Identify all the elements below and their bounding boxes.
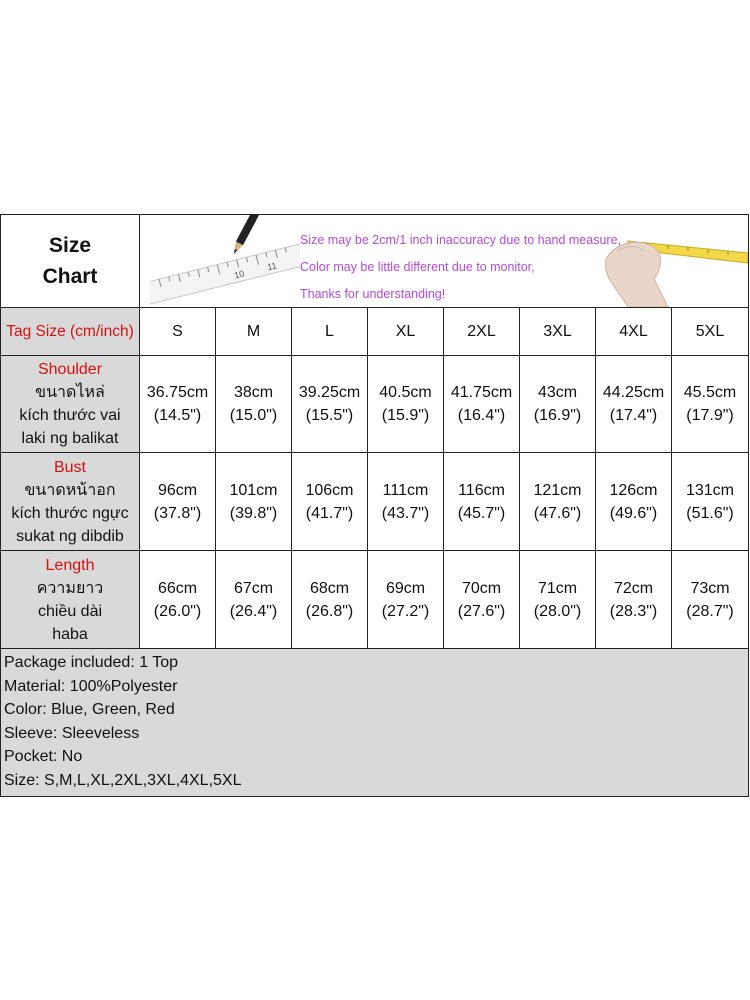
value-cell: [672, 356, 749, 453]
value-cell: [140, 551, 216, 649]
value-inch: (45.7"): [457, 504, 506, 522]
value-cell: [520, 551, 596, 649]
value-inch: (15.0"): [229, 407, 278, 424]
translation-vietnamese: chiều dài: [37, 602, 103, 620]
value-cm: 131cm: [685, 481, 735, 499]
header-row: [1, 215, 749, 308]
translation-filipino: laki ng balikat: [21, 430, 119, 447]
hand-measuring-tape-icon: [598, 219, 748, 307]
measurement-label-cell: [1, 453, 140, 551]
product-info: [1, 649, 749, 797]
value-cell: [672, 453, 749, 551]
value-cell: [292, 551, 368, 649]
value-inch: (49.6"): [609, 504, 658, 522]
size-header: XL: [368, 308, 444, 356]
size-chart-table: [0, 214, 749, 797]
title-line-1: Size: [48, 234, 92, 257]
note-line: Color may be little different due to monitor,: [300, 260, 535, 274]
ruler-number: 11: [266, 260, 278, 273]
size-header: L: [292, 308, 368, 356]
pencil-ruler-icon: [150, 215, 300, 307]
value-cm: 71cm: [537, 579, 578, 597]
value-cm: 38cm: [233, 384, 274, 401]
translation-filipino: haba: [52, 625, 88, 643]
package-info: Package included: 1 Top: [4, 654, 179, 671]
value-inch: (47.6"): [533, 504, 582, 522]
value-inch: (26.8"): [305, 602, 354, 620]
value-cell: [368, 551, 444, 649]
measurement-name: Shoulder: [37, 361, 103, 378]
disclaimer-notes: [300, 227, 621, 308]
value-cm: 96cm: [157, 481, 198, 499]
size-header: 4XL: [596, 308, 672, 356]
size-header: S: [140, 308, 216, 356]
value-cm: 39.25cm: [298, 384, 361, 401]
value-inch: (28.7"): [686, 602, 734, 620]
value-inch: (27.2"): [381, 602, 430, 620]
value-cell: [444, 356, 520, 453]
value-inch: (39.8"): [229, 504, 278, 522]
value-cm: 66cm: [157, 579, 198, 597]
value-cell: [596, 453, 672, 551]
note-line: Thanks for understanding!: [300, 287, 446, 301]
note-line: Size may be 2cm/1 inch inaccuracy due to hand measure,: [300, 233, 622, 247]
value-cm: 44.25cm: [602, 384, 665, 401]
value-cell: [596, 356, 672, 453]
size-header: M: [216, 308, 292, 356]
chart-title: [1, 215, 140, 308]
bust-row: [1, 453, 749, 551]
value-cm: 121cm: [533, 481, 582, 499]
value-cell: [596, 551, 672, 649]
value-inch: (15.9"): [381, 407, 430, 424]
value-inch: (26.0"): [153, 602, 202, 620]
value-inch: (16.4"): [457, 407, 506, 424]
value-cell: [368, 453, 444, 551]
value-cell: [520, 356, 596, 453]
translation-thai: ความยาว: [36, 579, 104, 597]
value-cm: 45.5cm: [683, 384, 737, 401]
value-cm: 40.5cm: [379, 384, 432, 401]
value-cm: 67cm: [233, 579, 274, 597]
value-inch: (41.7"): [305, 504, 354, 522]
value-cell: [216, 551, 292, 649]
translation-vietnamese: kích thước ngực: [11, 504, 129, 522]
value-inch: (14.5"): [153, 407, 202, 424]
value-cm: 101cm: [229, 481, 278, 499]
size-chart: [0, 214, 748, 797]
value-cell: [672, 551, 749, 649]
material-info: Material: 100%Polyester: [4, 677, 178, 695]
measurement-name: Length: [45, 556, 95, 574]
value-cell: [140, 356, 216, 453]
value-cm: 36.75cm: [146, 384, 209, 401]
value-inch: (28.3"): [609, 602, 658, 620]
value-inch: (26.4"): [229, 602, 278, 620]
pocket-info: Pocket: No: [4, 748, 83, 765]
value-cell: [216, 356, 292, 453]
value-cell: [444, 551, 520, 649]
measurement-label-cell: [1, 356, 140, 453]
value-cm: 70cm: [461, 579, 502, 597]
shoulder-row: [1, 356, 749, 453]
value-cell: [444, 453, 520, 551]
value-cm: 69cm: [385, 579, 426, 597]
translation-thai: ขนาดไหล่: [35, 384, 105, 401]
length-row: [1, 551, 749, 649]
value-inch: (28.0"): [533, 602, 582, 620]
value-cell: [216, 453, 292, 551]
value-inch: (17.9"): [686, 407, 734, 424]
translation-filipino: sukat ng dibdib: [16, 527, 124, 545]
value-inch: (37.8"): [153, 504, 202, 522]
size-list-info: Size: S,M,L,XL,2XL,3XL,4XL,5XL: [4, 771, 242, 789]
color-info: Color: Blue, Green, Red: [4, 701, 175, 718]
value-cell: [520, 453, 596, 551]
value-cm: 126cm: [609, 481, 658, 499]
size-header: 3XL: [520, 308, 596, 356]
title-line-2: Chart: [42, 265, 98, 288]
ruler-number: 10: [233, 268, 246, 281]
value-cm: 68cm: [309, 579, 350, 597]
value-cell: [292, 356, 368, 453]
value-inch: (15.5"): [305, 407, 354, 424]
sleeve-info: Sleeve: Sleeveless: [4, 724, 140, 742]
value-inch: (17.4"): [609, 407, 658, 424]
value-cell: [140, 453, 216, 551]
value-cm: 41.75cm: [450, 384, 513, 401]
tag-size-row: [1, 308, 749, 356]
value-cell: [292, 453, 368, 551]
measure-banner: [140, 215, 749, 308]
value-inch: (16.9"): [533, 407, 582, 424]
value-cell: [368, 356, 444, 453]
translation-vietnamese: kích thước vai: [19, 407, 121, 424]
info-row: [1, 649, 749, 797]
value-cm: 43cm: [537, 384, 578, 401]
value-cm: 73cm: [690, 579, 730, 597]
value-cm: 106cm: [305, 481, 354, 499]
value-inch: (51.6"): [686, 504, 734, 522]
translation-thai: ขนาดหน้าอก: [24, 481, 116, 499]
value-inch: (27.6"): [457, 602, 506, 620]
value-cm: 116cm: [458, 481, 505, 499]
measurement-label-cell: [1, 551, 140, 649]
tag-size-label: Tag Size (cm/inch): [1, 308, 140, 356]
size-header: 2XL: [444, 308, 520, 356]
measurement-name: Bust: [53, 458, 86, 476]
value-inch: (43.7"): [381, 504, 430, 522]
value-cm: 111cm: [382, 481, 429, 499]
size-header: 5XL: [672, 308, 749, 356]
value-cm: 72cm: [613, 579, 654, 597]
